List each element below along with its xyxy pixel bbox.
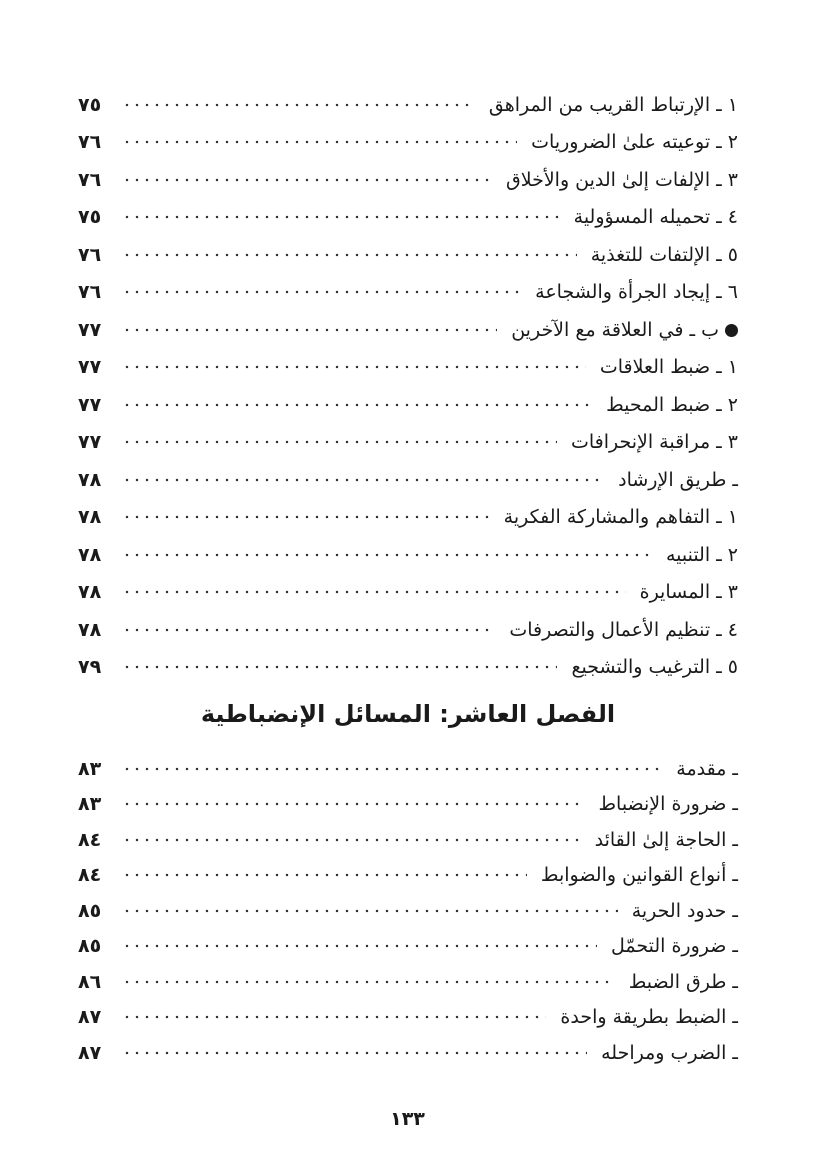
toc-page-number: ٧٥ xyxy=(78,206,102,229)
toc-row xyxy=(78,858,738,894)
toc-entry-title: ـ حدود الحرية xyxy=(631,899,738,922)
toc-entry-title: ٥ ـ الإلتفات للتغذية xyxy=(590,243,738,266)
dot-leader xyxy=(122,511,490,523)
toc-row xyxy=(78,822,738,858)
toc-list-part-b xyxy=(78,751,738,1071)
toc-row-section xyxy=(78,461,738,499)
toc-page-number: ٧٧ xyxy=(78,318,102,341)
toc-page-number: ٨٥ xyxy=(78,899,102,922)
toc-page-number: ٧٧ xyxy=(78,431,102,454)
toc-entry-title: ٥ ـ الترغيب والتشجيع xyxy=(571,656,738,679)
dot-leader xyxy=(122,324,497,336)
toc-row xyxy=(78,893,738,929)
toc-row xyxy=(78,611,738,649)
toc-page-number: ٧٨ xyxy=(78,543,102,566)
toc-page-number: ٧٨ xyxy=(78,618,102,641)
toc-entry-title: ـ ضرورة الإنضباط xyxy=(598,793,738,816)
dot-leader xyxy=(122,869,527,881)
toc-page-number: ٧٦ xyxy=(78,131,102,154)
dot-leader xyxy=(122,940,597,952)
toc-row xyxy=(78,236,738,274)
toc-page-number: ٧٦ xyxy=(78,168,102,191)
toc-row xyxy=(78,161,738,199)
toc-entry-title: ٣ ـ الإلفات إلىٰ الدين والأخلاق xyxy=(506,168,738,191)
toc-page-number: ٨٥ xyxy=(78,935,102,958)
toc-row-section xyxy=(78,311,738,349)
toc-entry-title: ٤ ـ تنظيم الأعمال والتصرفات xyxy=(509,618,738,641)
toc-page-number: ٧٨ xyxy=(78,581,102,604)
toc-page-number: ٨٧ xyxy=(78,1041,102,1064)
dot-leader xyxy=(122,905,618,917)
toc-row xyxy=(78,964,738,1000)
toc-entry-title: ـ طريق الإرشاد xyxy=(618,468,738,491)
dot-leader xyxy=(122,249,577,261)
dot-leader xyxy=(122,99,475,111)
toc-page-number: ٧٨ xyxy=(78,506,102,529)
toc-page-number: ٧٩ xyxy=(78,656,102,679)
dot-leader xyxy=(122,474,604,486)
toc-entry-title: ١ ـ التفاهم والمشاركة الفكرية xyxy=(503,506,738,529)
dot-leader xyxy=(122,661,557,673)
toc-row xyxy=(78,536,738,574)
toc-entry-title: ٦ ـ إيجاد الجرأة والشجاعة xyxy=(535,281,738,304)
toc-entry-title: ب ـ في العلاقة مع الآخرين xyxy=(511,318,719,341)
toc-page-number: ٨٧ xyxy=(78,1006,102,1029)
dot-leader xyxy=(122,211,560,223)
toc-page-number: ٧٦ xyxy=(78,243,102,266)
toc-entry-title: ٢ ـ توعيته علىٰ الضروريات xyxy=(531,131,738,154)
toc-page-number: ٨٤ xyxy=(78,864,102,887)
toc-page-number: ٨٣ xyxy=(78,793,102,816)
toc-entry-title: ٣ ـ المسايرة xyxy=(639,581,738,604)
toc-entry-title: ـ مقدمة xyxy=(676,757,738,780)
toc-list-part-a xyxy=(78,86,738,686)
toc-row xyxy=(78,274,738,312)
dot-leader xyxy=(122,361,586,373)
dot-leader xyxy=(122,976,615,988)
toc-page-number: ٨٦ xyxy=(78,970,102,993)
toc-page-number: ٧٧ xyxy=(78,393,102,416)
toc-page-number: ٧٧ xyxy=(78,356,102,379)
dot-leader xyxy=(122,834,581,846)
toc-row xyxy=(78,424,738,462)
dot-leader xyxy=(122,549,652,561)
dot-leader xyxy=(122,136,517,148)
dot-leader xyxy=(122,586,626,598)
toc-row xyxy=(78,1035,738,1071)
toc-page-number: ٧٨ xyxy=(78,468,102,491)
toc-row xyxy=(78,86,738,124)
dot-leader xyxy=(122,624,495,636)
toc-entry-title: ـ الحاجة إلىٰ القائد xyxy=(594,828,738,851)
toc-page-number: ٧٦ xyxy=(78,281,102,304)
toc-entry-title: ٣ ـ مراقبة الإنحرافات xyxy=(570,431,738,454)
dot-leader xyxy=(122,286,521,298)
dot-leader xyxy=(122,1047,587,1059)
dot-leader xyxy=(122,798,584,810)
toc-entry-title: ـ ضرورة التحمّل xyxy=(610,935,738,958)
toc-entry-title: ١ ـ ضبط العلاقات xyxy=(599,356,738,379)
toc-row xyxy=(78,751,738,787)
dot-leader xyxy=(122,1011,546,1023)
toc-entry-title: ـ الضرب ومراحله xyxy=(601,1041,738,1064)
toc-entry-title: ـ أنواع القوانين والضوابط xyxy=(540,864,738,887)
toc-entry-title: ـ طرق الضبط xyxy=(628,970,738,993)
toc-entry-title: ٢ ـ التنبيه xyxy=(665,543,738,566)
toc-row xyxy=(78,787,738,823)
toc-row xyxy=(78,499,738,537)
dot-leader xyxy=(122,174,492,186)
toc-row xyxy=(78,199,738,237)
toc-row xyxy=(78,574,738,612)
toc-row xyxy=(78,649,738,687)
toc-entry-title: ٤ ـ تحميله المسؤولية xyxy=(573,206,738,229)
toc-page-number: ٨٣ xyxy=(78,757,102,780)
dot-leader xyxy=(122,399,592,411)
toc-row xyxy=(78,929,738,965)
page-number-footer: ١٣٣ xyxy=(390,1108,425,1130)
toc-page-number: ٧٥ xyxy=(78,93,102,116)
dot-leader xyxy=(122,763,662,775)
chapter-title: الفصل العاشر: المسائل الإنضباطية xyxy=(200,700,616,728)
toc-row xyxy=(78,1000,738,1036)
toc-row xyxy=(78,124,738,162)
toc-entry-title: ١ ـ الإرتباط القريب من المراهق xyxy=(488,93,738,116)
toc-entry-title: ٢ ـ ضبط المحيط xyxy=(606,393,738,416)
toc-row xyxy=(78,349,738,387)
dot-leader xyxy=(122,436,557,448)
toc-section-entry xyxy=(503,319,738,341)
toc-entry-title: ـ الضبط بطريقة واحدة xyxy=(560,1006,738,1029)
toc-row xyxy=(78,386,738,424)
toc-page-number: ٨٤ xyxy=(78,828,102,851)
bullet-icon xyxy=(725,324,738,337)
